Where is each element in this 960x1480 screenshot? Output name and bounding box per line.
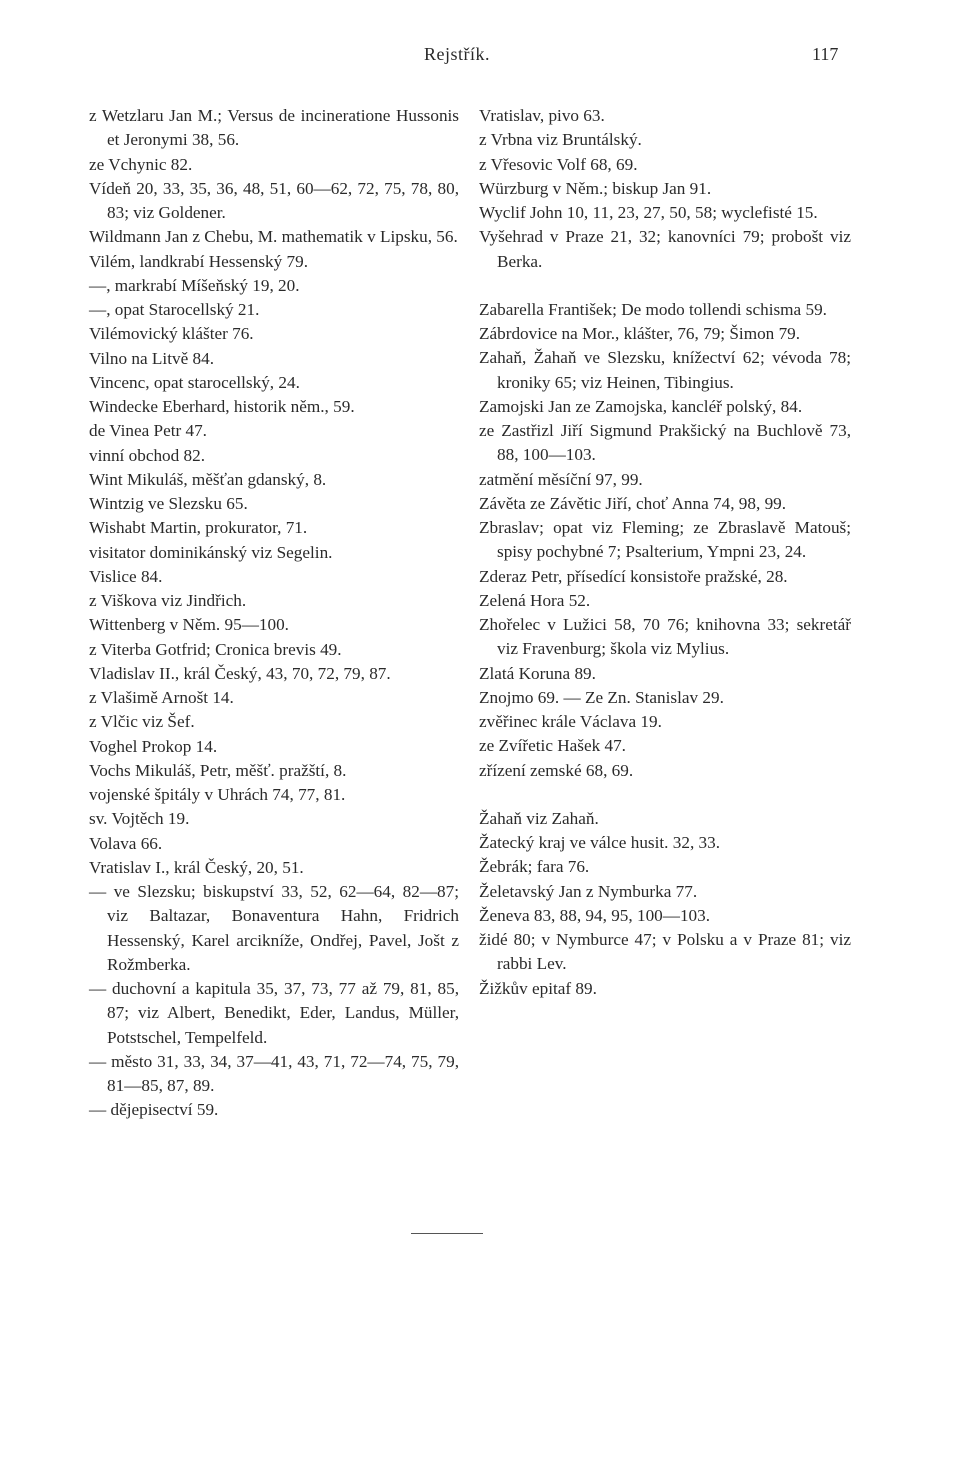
index-entry: Žebrák; fara 76. <box>479 857 590 877</box>
index-entry: Žižkův epitaf 89. <box>479 978 597 998</box>
index-entry: z Vlčic viz Šef. <box>89 712 195 732</box>
index-entry: — dějepisectví 59. <box>89 1100 219 1120</box>
index-entry: z Vřesovic Volf 68, 69. <box>479 154 638 174</box>
index-entry: vojenské špitály v Uhrách 74, 77, 81. <box>89 785 346 804</box>
index-entry: Volava 66. <box>89 833 163 853</box>
index-entry: z Vrbna viz Bruntálský. <box>479 130 642 150</box>
section-gap <box>479 783 851 807</box>
index-entry: Zahaň, Žahaň ve Slezsku, knížectví 62; vévoda 78; kroniky 65; viz Heinen, Tibingius. <box>479 348 851 392</box>
index-entry: —, markrabí Míšeňský 19, 20. <box>89 275 300 295</box>
index-entry: visitator dominikánský viz Segelin. <box>89 542 333 562</box>
index-entry: Wyclif John 10, 11, 23, 27, 50, 58; wyclefisté 15. <box>479 203 818 222</box>
index-entry: Želetavský Jan z Nymburka 77. <box>479 881 698 901</box>
index-entry: Zhořelec v Lužici 58, 70 76; knihovna 33; sekretář viz Fravenburg; škola viz Mylius. <box>479 615 851 659</box>
index-entry: Zlatá Koruna 89. <box>479 663 596 683</box>
index-section-z <box>479 298 851 783</box>
index-entry: Vislice 84. <box>89 566 163 586</box>
index-entry: Vídeň 20, 33, 35, 36, 48, 51, 60—62, 72, 75, 78, 80, 83; viz Goldener. <box>89 178 459 222</box>
end-rule <box>411 1233 483 1234</box>
index-section-zh <box>479 807 851 1001</box>
index-entry: Vratislav I., král Český, 20, 51. <box>89 857 304 877</box>
index-entry: zatmění měsíční 97, 99. <box>479 469 643 489</box>
index-entry: Žatecký kraj ve válce husit. 32, 33. <box>479 833 721 852</box>
index-entry: Wildmann Jan z Chebu, M. mathematik v Lipsku, 56. <box>89 227 458 247</box>
index-entry: Zabarella František; De modo tollendi schisma 59. <box>479 299 827 319</box>
index-entry: Zbraslav; opat viz Fleming; ze Zbraslavě Matouš; spisy pochybné 7; Psalterium, Ympni 23, 24. <box>479 518 851 562</box>
index-entry: Zderaz Petr, přísedící konsistoře pražské, 28. <box>479 566 788 586</box>
index-entry: Znojmo 69. — Ze Zn. Stanislav 29. <box>479 687 724 707</box>
index-entry: vinní obchod 82. <box>89 445 206 465</box>
index-entry: zřízení zemské 68, 69. <box>479 760 634 780</box>
index-entry: židé 80; v Nymburce 47; v Polsku a v Praze 81; viz rabbi Lev. <box>479 930 851 974</box>
index-entry: Ženeva 83, 88, 94, 95, 100—103. <box>479 905 711 925</box>
index-entry: —, opat Starocellský 21. <box>89 300 260 319</box>
index-entry: Vilém, landkrabí Hessenský 79. <box>89 251 309 271</box>
index-entry: Vincenc, opat starocellský, 24. <box>89 372 300 392</box>
index-entry: — duchovní a kapitula 35, 37, 73, 77 až 79, 81, 85, 87; viz Albert, Benedikt, Eder, Landus, Müller, Potstschel, Tempelfeld. <box>89 979 459 1047</box>
index-entry: z Viterba Gotfrid; Cronica brevis 49. <box>89 639 342 659</box>
index-entry: Wishabt Martin, prokurator, 71. <box>89 518 308 538</box>
page-number: 117 <box>812 44 839 64</box>
index-entry: ze Zastřizl Jiří Sigmund Prakšický na Buchlově 73, 88, 100—103. <box>479 421 851 465</box>
running-header-title: Rejstřík. <box>424 44 490 64</box>
index-section-v <box>479 104 851 274</box>
index-entry: zvěřinec krále Václava 19. <box>479 712 662 731</box>
index-entry: Voghel Prokop 14. <box>89 736 218 756</box>
index-entry: z Viškova viz Jindřich. <box>89 591 247 610</box>
index-entry: Vratislav, pivo 63. <box>479 106 605 125</box>
index-entry: Zamojski Jan ze Zamojska, kancléř polský, 84. <box>479 396 803 416</box>
index-entry: Wintzig ve Slezsku 65. <box>89 494 248 513</box>
index-entry: Würzburg v Něm.; biskup Jan 91. <box>479 178 712 198</box>
index-entry: — ve Slezsku; biskupství 33, 52, 62—64, 82—87; viz Baltazar, Bonaventura Hahn, Fridrich Hessenský, Karel arcikníže, Ondřej, Pavel, Jošt z Rožmberka. <box>89 882 459 974</box>
index-entry: Zelená Hora 52. <box>479 590 591 610</box>
index-entry: ze Vchynic 82. <box>89 154 193 174</box>
index-entry: Vilno na Litvě 84. <box>89 348 214 368</box>
index-column-right <box>479 104 851 1001</box>
index-entry: z Vlašimě Arnošt 14. <box>89 688 234 707</box>
index-entry: Wittenberg v Něm. 95—100. <box>89 615 289 635</box>
section-gap <box>479 274 851 298</box>
index-entry: Závěta ze Závětic Jiří, choť Anna 74, 98, 99. <box>479 493 787 513</box>
index-entry: de Vinea Petr 47. <box>89 421 207 441</box>
index-entry: Žahaň viz Zahaň. <box>479 808 599 828</box>
index-entry: — město 31, 33, 34, 37—41, 43, 71, 72—74, 75, 79, 81—85, 87, 89. <box>89 1051 459 1095</box>
index-entry: Vyšehrad v Praze 21, 32; kanovníci 79; probošt viz Berka. <box>479 227 851 271</box>
index-entry: Windecke Eberhard, historik něm., 59. <box>89 397 355 416</box>
index-entry: Vochs Mikuláš, Petr, měšť. pražští, 8. <box>89 760 347 780</box>
index-entry: ze Zvířetic Hašek 47. <box>479 736 626 756</box>
index-entry: Zábrdovice na Mor., klášter, 76, 79; Šimon 79. <box>479 324 801 343</box>
index-column-left <box>89 104 459 1123</box>
index-entry: sv. Vojtěch 19. <box>89 809 190 829</box>
index-entry: Wint Mikuláš, měšťan gdanský, 8. <box>89 469 327 489</box>
index-entry: Vilémovický klášter 76. <box>89 324 254 344</box>
index-entry: Vladislav II., král Český, 43, 70, 72, 79, 87. <box>89 663 391 683</box>
index-entry: z Wetzlaru Jan M.; Versus de incineratione Hussonis et Jeronymi 38, 56. <box>89 106 459 150</box>
